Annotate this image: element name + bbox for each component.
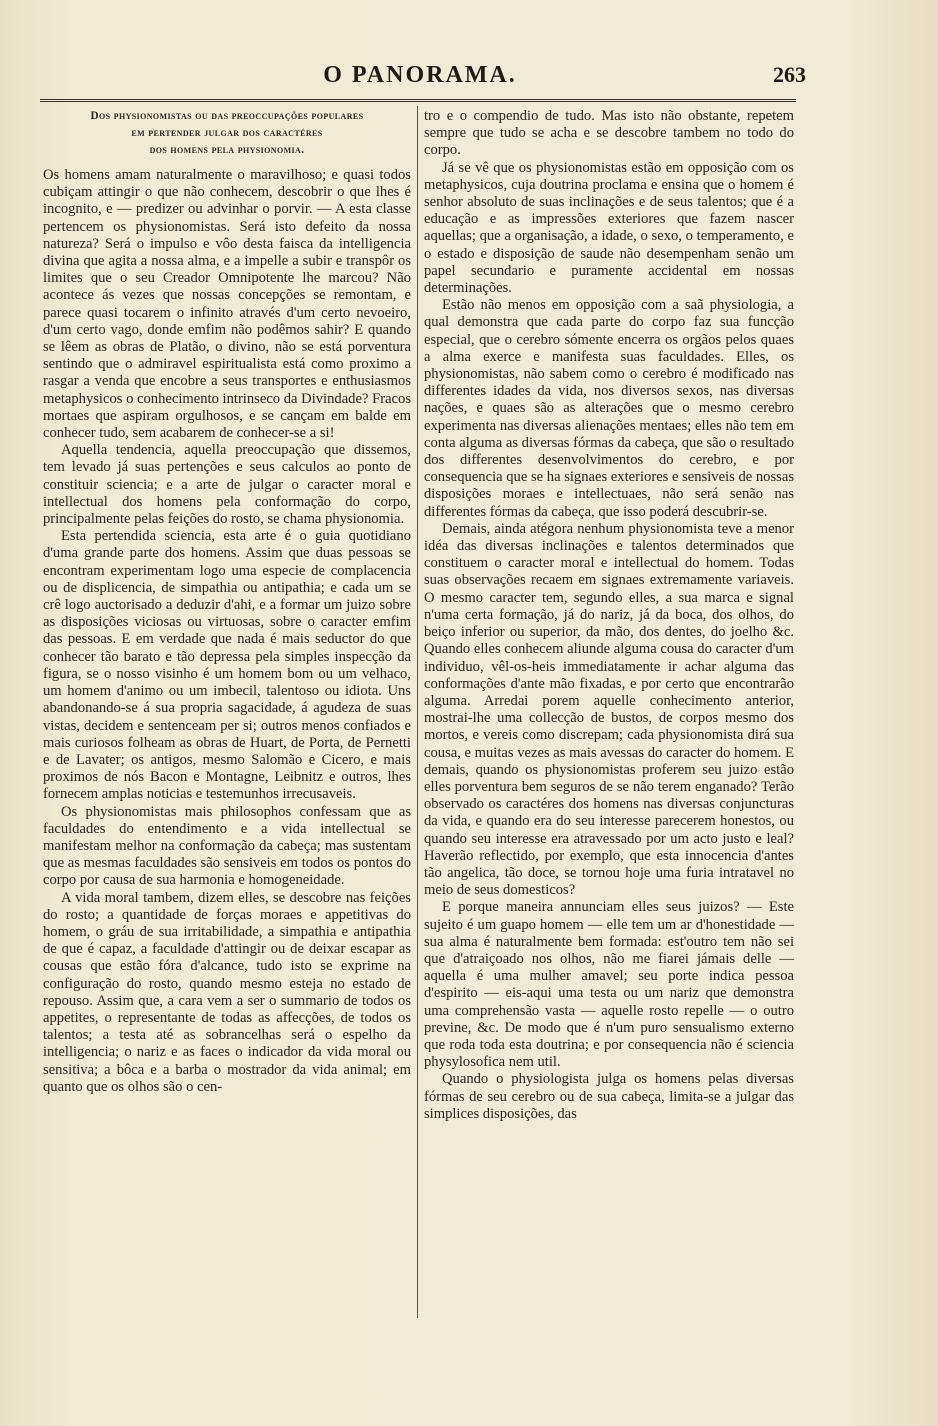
- column-divider: [417, 106, 418, 1318]
- paragraph: Estão não menos em opposição com a saã physiologia, a qual demonstra que cada parte do corpo faz sua funcção especial, que o cerebro sómente encerra os orgãos pelos quaes a alma exerce e manifesta suas faculdades. Elles, os physionomistas, não sabem como o cerebro é modificado nas differentes idades da vida, nos diversos sexos, nas diversas nações, e quaes são as alterações que o mesmo cerebro experimenta nas diversas alienações mentaes; elles não tem em conta alguma as diversas fórmas da cabeça, que são o resultado dos differentes desenvolvimentos do cerebro, e por consequencia que se ha signaes exteriores e sensiveis de nossas disposições moraes e intellectuaes, não será senão nas differentes fórmas da cabeça, que isso poderá descubrir-se.: [424, 297, 794, 520]
- paragraph: Os homens amam naturalmente o maravilhoso; e quasi todos cubiçam attingir o que não conhecem, descobrir o que lhes é incognito, e — predizer ou advinhar o porvir. — A esta classe pertencem os physionomistas. Será isto defeito da nossa natureza? Será o impulso e vôo desta faisca da intelligencia divina que agita a nossa alma, e a impelle a subir e transpôr os limites que o seu Creador Omnipotente lhe marcou? Não acontece ás vezes que nossas concepções se remontam, e parece quasi tocarem o infinito através d'um certo nevoeiro, d'um certo vago, donde emfim não podêmos sahir? E quando se lêem as obras de Platão, o divino, não se está porventura sentindo que o admiravel espiritualista está como proximo a rasgar a venda que encobre a seus transportes e enthusiasmos metaphysicos o conhecimento intrinseco da Divindade? Fracos mortaes que aspiram orgulhosos, e se cançam em balde em conhecer tudo, sem acabarem de conhecer-se a si!: [43, 167, 411, 442]
- paragraph: Os physionomistas mais philosophos confessam que as faculdades do entendimento e a vida intellectual se manifestam melhor na conformação da cabeça; mas sustentam que as mesmas faculdades são sensiveis em todos os pontos do corpo por causa de sua harmonia e homogeneidade.: [43, 803, 411, 889]
- heading-line: dos homens pela physionomia.: [149, 144, 305, 156]
- paragraph: Esta pertendida sciencia, esta arte é o guia quotidiano d'uma grande parte dos homens. Assim que duas pessoas se encontram experimentam logo uma especie de complacencia ou de displicencia, de simpathia ou antipathia; e cada um se crê logo auctorisado a deduzir d'ahi, e a formar um juizo sobre as disposições viciosas ou virtuosas, sobre o caracter emfim das pessoas. E em verdade que nada é mais seductor do que conhecer tão barato e tão depressa pela simples inspecção da figura, se o nosso visinho é um homem bom ou um velhaco, um homem d'animo ou um imbecil, talentoso ou idiota. Uns abandonando-se á sua propria sagacidade, á agudeza de suas vistas, decidem e sentenceam per si; outros menos confiados e mais curiosos folheam as obras de Huart, de Porta, de Pernetti e de Lavater; os antigos, mesmo Salomão e Cicero, e mais proximos de nós Bacon e Montagne, Leibnitz e outros, lhes fornecem amplas noticias e testemunhos irrecusaveis.: [43, 528, 411, 803]
- paragraph: tro e o compendio de tudo. Mas isto não obstante, repetem sempre que tudo se acha e se descobre tambem no todo do corpo.: [424, 108, 794, 159]
- journal-title: O PANORAMA.: [323, 62, 517, 88]
- masthead: [40, 58, 806, 94]
- paragraph: Quando o physiologista julga os homens pelas diversas fórmas de seu cerebro ou de sua cabeça, limita-se a julgar das simplices disposições, das: [424, 1071, 794, 1122]
- heading-line: em pertender julgar dos caractéres: [131, 127, 323, 139]
- page-number: 263: [773, 62, 806, 87]
- article-heading: [43, 108, 411, 159]
- paragraph: Aquella tendencia, aquella preoccupação que dissemos, tem levado já suas pertenções e seus calculos ao ponto de constituir sciencia; e a arte de julgar o caracter moral e intellectual dos homens pela conformação do corpo, principalmente pelas feições do rosto, se chama physionomia.: [43, 442, 411, 528]
- heading-line: Dos physionomistas ou das preoccupações populares: [90, 110, 364, 122]
- left-column: [43, 108, 411, 1096]
- paragraph: E porque maneira annunciam elles seus juizos? — Este sujeito é um guapo homem — elle tem um ar d'honestidade — sua alma é naturalmente bem formada: est'outro tem não sei que d'atraiçoado nos olhos, não me fiarei jámais delle — aquella é uma mulher amavel; seu porte indica pessoa d'espirito — eis-aqui uma testa ou um nariz que demonstra uma comprehensão vasta — aquelle rosto repelle — o outro previne, &c. De modo que é n'um puro sensualismo externo que roda toda esta doutrina; e por consequencia não é sciencia physylosofica nem util.: [424, 899, 794, 1071]
- paragraph: Já se vê que os physionomistas estão em opposição com os metaphysicos, cuja doutrina proclama e ensina que o homem é senhor absoluto de suas inclinações e de seus talentos; que é a educação e as impressões exteriores que fazem nascer aquellas; que a organisação, a idade, o sexo, o temperamento, e o estado e disposição de saude não desempenham senão um papel secundario e puramente accidental em nossas determinações.: [424, 159, 794, 297]
- right-column: [424, 108, 794, 1123]
- header-rule: [40, 99, 796, 102]
- paragraph: Demais, ainda atégora nenhum physionomista teve a menor idéa das diversas inclinações e talentos determinados que constituem o caracter moral e intellectual do homem. Todas suas observações recaem em signaes extremamente variaveis. O mesmo caracter tem, segundo elles, a sua marca e signal n'uma certa formação, já do nariz, já da boca, dos olhos, do beiço inferior ou superior, da mão, dos dentes, do joelho &c. Quando elles conhecem aliunde alguma cousa do caracter d'um individuo, vêl-os-heis immediatamente ir achar alguma das conformações d'ante mão fixadas, e por certo que encontrarão alguma. Arredai porem aquelle conhecimento anterior, mostrai-lhe uma collecção de bustos, de corpos mesmo dos mortos, e vereis como discrepam; cada physionomista dirá sua cousa, e muitas vezes as mais avessas do caracter do homem. E demais, quando os physionomistas proferem seu juizo estão elles porventura bem seguros de se não terem enganado? Terão observado os caractéres dos homens nas diversas conjuncturas da vida, e quando era do seu interesse parecerem honestos, ou quando seu interesse era atravessado por um acto justo e leal? Haverão reflectido, por exemplo, que esta innocencia d'antes tão angelica, tão doce, se tornou hoje uma furia intratavel no meio de seus domesticos?: [424, 520, 794, 899]
- paragraph: A vida moral tambem, dizem elles, se descobre nas feições do rosto; a quantidade de forças moraes e appetitivas do homem, o gráu de sua irritabilidade, a simpathia e antipathia de que é capaz, a faculdade d'attingir ou de deixar escapar as cousas que estão fóra d'alcance, tudo isto se exprime na configuração do rosto, quando mesmo esteja no estado de repouso. Assim que, a cara vem a ser o summario de todos os appetites, o representante de todas as affecções, de todos os talentos; a testa até as sobrancelhas será o espelho da intelligencia; o nariz e as faces o indicador da vida moral ou sensitiva; a bôca e a barba o mostrador da vida animal; em quanto que os olhos são o cen-: [43, 889, 411, 1095]
